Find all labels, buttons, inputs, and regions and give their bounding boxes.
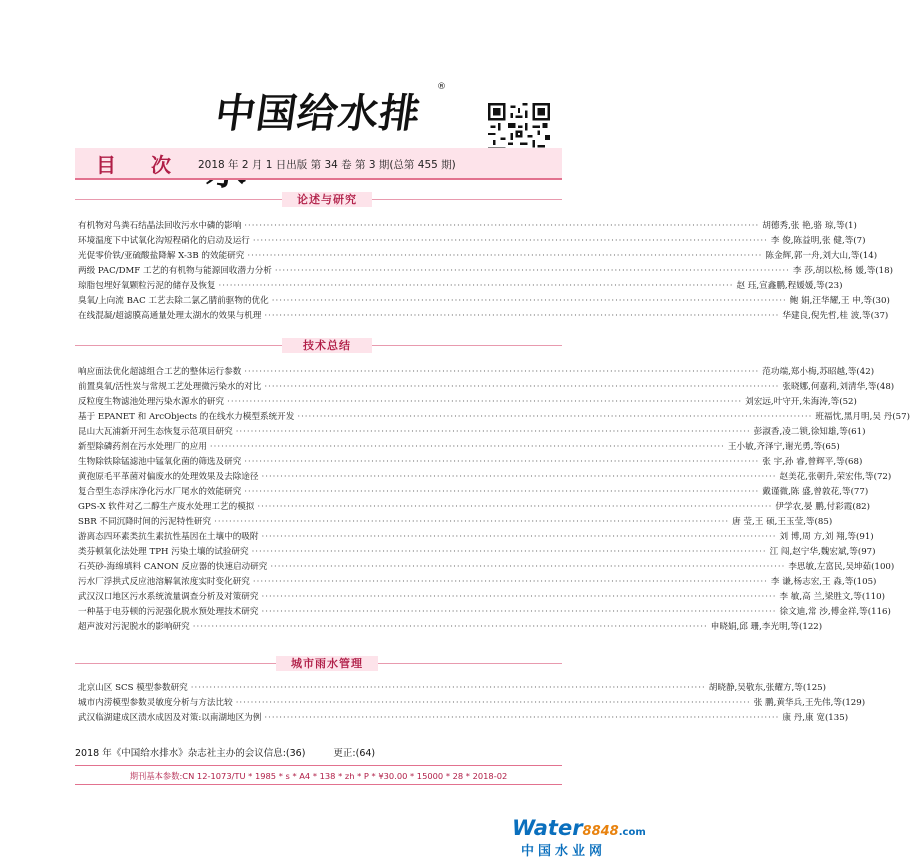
toc-entry[interactable]	[78, 712, 849, 725]
toc-entry[interactable]	[78, 235, 866, 248]
registered-mark: ®	[437, 82, 446, 92]
toc-entry[interactable]	[78, 471, 892, 484]
toc-entry[interactable]	[78, 486, 869, 499]
correction-note: 更正:(64)	[333, 748, 376, 759]
entry-title: 超声波对污泥脱水的影响研究	[78, 622, 190, 632]
entry-title: 两级 PAC/DMF 工艺的有机物与能源回收潜力分析	[78, 266, 272, 276]
leader-dots	[219, 280, 734, 293]
leader-dots	[257, 501, 772, 514]
toc-entry[interactable]	[78, 546, 876, 559]
section-heading-stormwater: 城市雨水管理	[276, 656, 378, 671]
entry-title: 新型除磷药剂在污水处理厂的应用	[78, 442, 207, 452]
watermark-brand-num: 8848	[582, 824, 619, 839]
issue-info: 2018 年 2 月 1 日出版 第 34 卷 第 3 期(总第 455 期)	[198, 159, 456, 171]
leader-dots	[261, 606, 776, 619]
entry-authors: 伊学农,晏 鹏,付彩霞	[775, 502, 853, 512]
leader-dots	[214, 516, 729, 529]
watermark-chinese: 中国水业网	[521, 844, 607, 859]
leader-dots	[297, 411, 812, 424]
section-heading-research: 论述与研究	[282, 192, 372, 207]
meeting-text: 2018 年《中国给水排水》杂志社主办的会议信息:(36)	[75, 748, 306, 759]
leader-dots	[264, 381, 779, 394]
entry-authors: 张 鹏,黄华兵,王先伟,等	[753, 698, 842, 708]
entry-page: (61)	[847, 427, 866, 437]
entry-title: 有机物对鸟粪石结晶法回收污水中磷的影响	[78, 221, 242, 231]
leader-dots	[244, 456, 759, 469]
entry-page: (57)	[892, 412, 910, 422]
entry-page: (18)	[875, 266, 893, 276]
entry-title: 光促零价铁/亚硫酸盐降解 X-3B 的效能研究	[78, 251, 245, 261]
leader-dots	[261, 591, 776, 604]
toc-entry[interactable]	[78, 250, 878, 263]
entry-authors: 唐 莹,王 硕,王玉莹,等	[732, 517, 815, 527]
toc-header-divider	[75, 178, 562, 180]
entry-title: GPS-X 软件对乙二醇生产废水处理工艺的模拟	[78, 502, 255, 512]
entry-authors: 刘 博,周 方,刘 翔,等	[779, 532, 857, 542]
leader-dots	[236, 697, 751, 710]
entry-authors: 华建良,倪先哲,桂 波,等	[782, 311, 871, 321]
entry-authors: 胡德秀,张 艳,骆 琼,等	[762, 221, 845, 231]
toc-entry[interactable]	[78, 295, 890, 308]
leader-dots	[261, 471, 776, 484]
entry-authors: 李 谦,杨志宏,王 淼,等	[770, 577, 854, 587]
entry-title: 响应面法优化超滤组合工艺的整体运行参数	[78, 367, 242, 377]
entry-page: (129)	[841, 698, 866, 708]
entry-title: 生物除铁除锰滤池中锰氧化菌的筛选及研究	[78, 457, 242, 467]
toc-entry[interactable]	[78, 501, 870, 514]
entry-page: (7)	[853, 236, 866, 246]
entry-authors: 彭淑香,凌二锁,徐知雄,等	[753, 427, 848, 437]
leader-dots	[244, 220, 759, 233]
entry-authors: 戴谨微,陈 盛,曾敦花,等	[762, 487, 851, 497]
leader-dots	[261, 531, 776, 544]
entry-page: (42)	[856, 367, 875, 377]
watermark-brand-main: Water	[512, 816, 583, 840]
watermark-logo	[512, 816, 646, 840]
watermark-brand-domain: .com	[618, 827, 646, 838]
leader-dots	[244, 486, 759, 499]
entry-authors: 徐文迪,常 沙,傅金祥,等	[779, 607, 868, 617]
entry-page: (100)	[871, 562, 895, 572]
leader-dots	[193, 621, 708, 634]
toc-entry[interactable]	[78, 265, 893, 278]
entry-title: 琼脂包埋好氧颗粒污泥的储存及恢复	[78, 281, 216, 291]
entry-page: (91)	[856, 532, 874, 542]
entry-authors: 刘宏远,叶守开,朱海涛,等	[745, 397, 840, 407]
entry-page: (1)	[844, 221, 857, 231]
journal-logo-text: 中国给水排水	[212, 90, 424, 137]
entry-page: (48)	[876, 382, 895, 392]
entry-authors: 张 宇,孙 睿,曾辉平,等	[762, 457, 845, 467]
entry-authors: 胡晓静,吴敬东,张耀方,等	[708, 683, 803, 693]
toc-entry[interactable]	[78, 606, 891, 619]
entry-title: 类芬顿氧化法处理 TPH 污染土壤的试验研究	[78, 547, 249, 557]
entry-page: (72)	[873, 472, 892, 482]
entry-authors: 申晓娟,邱 珊,李光明,等	[710, 622, 799, 632]
toc-entry[interactable]	[78, 310, 889, 323]
entry-title: 游离态四环素类抗生素抗性基因在土壤中的吸附	[78, 532, 259, 542]
toc-entry[interactable]	[78, 621, 823, 634]
leader-dots	[253, 235, 768, 248]
entry-authors: 康 丹,康 宽	[782, 713, 825, 723]
entry-page: (116)	[867, 607, 891, 617]
entry-page: (135)	[824, 713, 849, 723]
entry-authors: 李 莎,胡以松,杨 媛,等	[792, 266, 876, 276]
entry-page: (122)	[799, 622, 823, 632]
entry-authors: 王小敏,齐泽宁,谢光勇,等	[727, 442, 823, 452]
toc-entry[interactable]	[78, 411, 910, 424]
journal-logo	[212, 82, 446, 138]
toc-entry[interactable]	[78, 441, 840, 454]
toc-entry[interactable]	[78, 280, 843, 293]
leader-dots	[275, 265, 790, 278]
entry-page: (77)	[850, 487, 869, 497]
toc-entry[interactable]	[78, 531, 874, 544]
toc-entry[interactable]	[78, 697, 866, 710]
entry-title: 武汉汉口地区污水系统流量调查分析及对策研究	[78, 592, 259, 602]
leader-dots	[253, 576, 768, 589]
entry-title: 臭氧/上向流 BAC 工艺去除二氯乙腈前驱物的优化	[78, 296, 269, 306]
entry-authors: 李思敏,左富民,吴坤茹	[788, 562, 872, 572]
leader-dots	[210, 441, 725, 454]
entry-title: 反粒度生物滤池处理污染水源水的研究	[78, 397, 225, 407]
toc-entry[interactable]	[78, 220, 857, 233]
entry-title: 武汉临湖建成区渍水成因及对策:以南湖地区为例	[78, 713, 262, 723]
entry-title: 城市内涝模型参数灵敏度分析与方法比较	[78, 698, 233, 708]
leader-dots	[270, 561, 785, 574]
toc-entry[interactable]	[78, 426, 866, 439]
entry-page: (65)	[822, 442, 840, 452]
leader-dots	[236, 426, 751, 439]
entry-page: (97)	[857, 547, 876, 557]
toc-entry[interactable]	[78, 576, 877, 589]
entry-authors: 鲍 娟,汪华耀,王 申,等	[789, 296, 873, 306]
leader-dots	[191, 682, 706, 695]
entry-title: 环境温度下中试氧化沟短程硝化的启动及运行	[78, 236, 250, 246]
toc-entry[interactable]	[78, 381, 895, 394]
entry-title: SBR 不同沉降时间的污泥特性研究	[78, 517, 212, 527]
entry-page: (14)	[859, 251, 878, 261]
entry-authors: 李 俊,陈益明,张 健,等	[770, 236, 854, 246]
entry-authors: 赵 珏,宣鑫鹏,程媛媛,等	[736, 281, 825, 291]
meeting-info	[75, 745, 375, 759]
entry-page: (82)	[852, 502, 870, 512]
entry-authors: 张晓娜,何嘉莉,刘清华,等	[782, 382, 877, 392]
entry-authors: 江 闯,赵宁华,魏宏斌,等	[769, 547, 858, 557]
leader-dots	[264, 310, 779, 323]
entry-authors: 陈金辉,郭一舟,刘大山,等	[765, 251, 860, 261]
leader-dots	[252, 546, 767, 559]
publication-params: 期刊基本参数:CN 12-1073/TU * 1985 * s * A4 * 138 * zh * P * ¥30.00 * 15000 * 28 * 2018-02	[129, 771, 508, 781]
entry-page: (30)	[872, 296, 890, 306]
entry-page: (37)	[870, 311, 889, 321]
entry-title: 基于 EPANET 和 ArcObjects 的在线水力模型系统开发	[78, 412, 295, 422]
toc-entry[interactable]	[78, 516, 833, 529]
toc-entry[interactable]	[78, 591, 885, 604]
entry-page: (68)	[844, 457, 863, 467]
entry-authors: 范功端,郑小梅,苏昭越,等	[762, 367, 857, 377]
entry-title: 昆山大瓦浦新开河生态恢复示范项目研究	[78, 427, 233, 437]
toc-entry[interactable]	[78, 366, 875, 379]
toc-entry[interactable]	[78, 561, 895, 574]
entry-authors: 李 敏,高 兰,梁胜文,等	[779, 592, 862, 602]
leader-dots	[244, 366, 759, 379]
entry-title: 污水厂浮拱式反应池溶解氧浓度实时变化研究	[78, 577, 250, 587]
footer-divider-bottom	[75, 784, 562, 785]
entry-page: (52)	[839, 397, 857, 407]
footer-divider-top	[75, 765, 562, 766]
entry-title: 前置臭氧/活性炭与常规工艺处理微污染水的对比	[78, 382, 262, 392]
leader-dots	[247, 250, 762, 263]
entry-page: (125)	[802, 683, 826, 693]
leader-dots	[227, 396, 742, 409]
entry-authors: 班福忱,黑月明,吴 丹	[815, 412, 893, 422]
entry-page: (85)	[814, 517, 833, 527]
entry-title: 一种基于电芬顿的污泥强化脱水预处理技术研究	[78, 607, 259, 617]
entry-title: 复合型生态浮床净化污水厂尾水的效能研究	[78, 487, 242, 497]
entry-page: (105)	[853, 577, 877, 587]
toc-entry[interactable]	[78, 456, 863, 469]
entry-title: 黄孢原毛平革菌对偏废水的处理效果及去除途径	[78, 472, 259, 482]
entry-title: 石英砂-海绵填料 CANON 反应器的快速启动研究	[78, 562, 268, 572]
leader-dots	[264, 712, 779, 725]
section-heading-technical: 技术总结	[282, 338, 372, 353]
entry-page: (23)	[824, 281, 843, 291]
entry-title: 北京山区 SCS 模型参数研究	[78, 683, 188, 693]
entry-page: (110)	[861, 592, 885, 602]
entry-authors: 赵美花,张朝升,荣宏伟,等	[779, 472, 874, 482]
toc-title: 目 次	[96, 153, 185, 177]
toc-entry[interactable]	[78, 682, 826, 695]
leader-dots	[272, 295, 787, 308]
entry-title: 在线混凝/超滤膜高通量处理太湖水的效果与机理	[78, 311, 262, 321]
toc-entry[interactable]	[78, 396, 857, 409]
